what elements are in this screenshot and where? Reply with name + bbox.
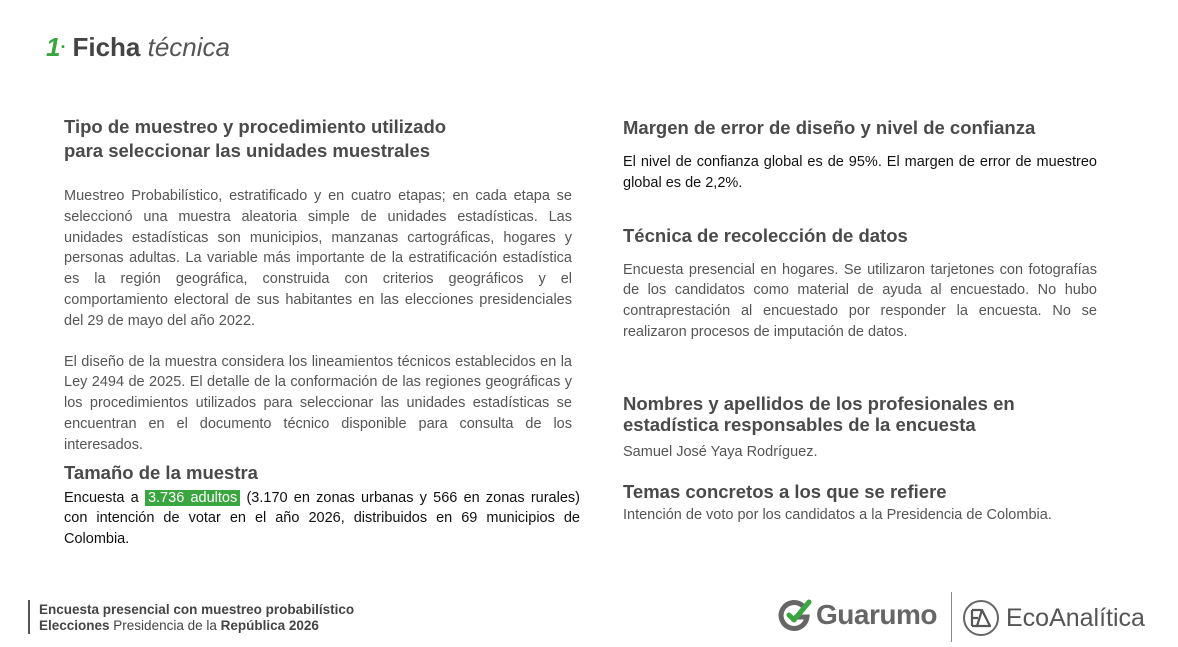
sampling-paragraph-2: El diseño de la muestra considera los lineamientos técnicos establecidos en la Ley 2494 de 2025. El detalle de la conformación de las regiones geográficas y los procedimientos utilizados para seleccionar las unidades estadísticas se encuentran en el documento técnico disponible para consulta de los interesados.: [64, 353, 572, 453]
technique-heading: Técnica de recolección de datos: [623, 224, 908, 246]
ecoanalitica-wordmark: EcoAnalítica: [1006, 603, 1145, 632]
title-bold: Ficha: [72, 32, 141, 62]
page-title: [46, 32, 230, 63]
topics-text: Intención de voto por los candidatos a la Presidencia de Colombia.: [623, 506, 1052, 523]
sampling-paragraph-1: Muestreo Probabilístico, estratificado y en cuatro etapas; en cada etapa se seleccionó una muestra aleatoria simple de unidades estadísticas. Las unidades estadísticas son municipios, manzanas cartográficas, hogares y personas adultas. La variable más importante de la estratificación estadística es la región geográfica, construida con criterios geográficos y el comportamiento electoral de sus habitantes en las elecciones presidenciales del 29 de mayo del año 2022.: [64, 188, 572, 329]
sample-size-heading: Tamaño de la muestra: [64, 461, 258, 483]
footer-accent-bar: [28, 600, 30, 634]
right-column: [623, 116, 1097, 525]
sampling-heading: [64, 115, 572, 163]
ecoanalitica-logo: [962, 599, 1145, 637]
footer-line-1-text: Encuesta presencial con muestreo probabilístico: [39, 602, 355, 617]
guarumo-mark-icon: [778, 598, 812, 632]
sample-size-text: [64, 488, 580, 550]
guarumo-logo: [778, 598, 937, 632]
footer-elecciones: Elecciones: [39, 617, 110, 633]
logo-divider: [951, 592, 952, 642]
footer-line-2: [39, 618, 354, 634]
sample-size-rest: (3.170 en zonas urbanas y 566 en zonas rurales) con intención de votar en el año 2026, distribuidos en 69 municipios de Colombia.: [64, 489, 580, 548]
professionals-text: Samuel José Yaya Rodríguez.: [623, 443, 818, 460]
sampling-heading-line2: para seleccionar las unidades muestrales: [64, 140, 431, 161]
topics-heading: Temas concretos a los que se refiere: [623, 480, 947, 502]
sample-size-highlight: 3.736 adultos: [145, 490, 240, 506]
sampling-heading-line1: Tipo de muestreo y procedimiento utilizado: [64, 116, 447, 137]
footer-republica: República 2026: [220, 617, 319, 633]
professionals-heading: [623, 393, 1097, 435]
ecoanalitica-mark-icon: [962, 599, 1000, 637]
professionals-heading-line2: estadística responsables de la encuesta: [623, 413, 976, 435]
title-italic: técnica: [147, 32, 231, 62]
footer-presidencia: Presidencia de la: [109, 617, 221, 633]
section-separator: ·: [60, 37, 67, 57]
professionals-heading-line1: Nombres y apellidos de los profesionales en: [623, 392, 1015, 414]
guarumo-wordmark: Guarumo: [816, 599, 937, 630]
margin-text: El nivel de confianza global es de 95%. El margen de error de muestreo global es de 2,2%.: [623, 154, 1097, 191]
footer-line-1: [39, 602, 354, 618]
technique-text: Encuesta presencial en hogares. Se utilizaron tarjetones con fotografías de los candidatos como material de ayuda al encuestado. No hubo contraprestación al encuestado por responder la encuesta. No se realizaron procesos de imputación de datos.: [623, 261, 1097, 340]
margin-heading: Margen de error de diseño y nivel de confianza: [623, 117, 1036, 138]
footer-text: [39, 602, 354, 633]
sample-size-prefix: Encuesta a: [64, 489, 145, 506]
left-column: [64, 115, 580, 550]
section-number: 1: [46, 32, 61, 62]
